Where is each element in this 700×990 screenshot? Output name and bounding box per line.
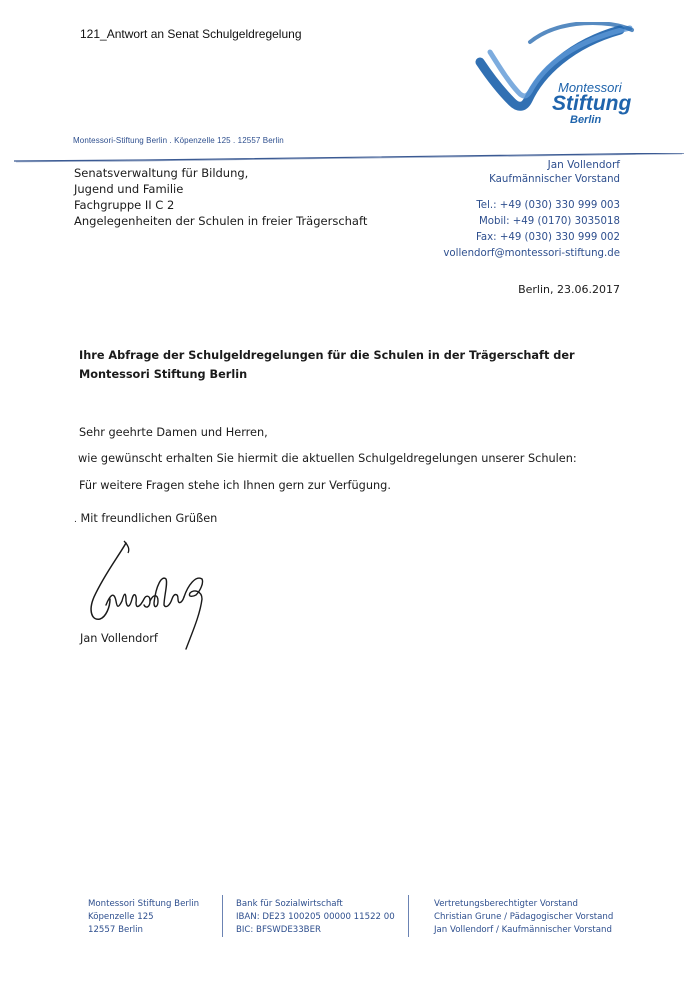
contact-block [443, 158, 620, 262]
recipient-line: Senatsverwaltung für Bildung, [74, 166, 249, 180]
footer-divider [408, 895, 409, 937]
footer-board [434, 898, 613, 937]
logo-text-montessori: Montessori [558, 80, 622, 95]
contact-tel: Tel.: +49 (030) 330 999 003 [476, 200, 620, 211]
footer-divider [222, 895, 223, 937]
footer-line: IBAN: DE23 100205 00000 11522 00 [236, 912, 395, 922]
recipient-line: Jugend und Familie [74, 182, 184, 196]
footer-line: BIC: BFSWDE33BER [236, 925, 321, 935]
logo-text-stiftung: Stiftung [552, 92, 632, 115]
contact-fax: Fax: +49 (030) 330 999 002 [475, 232, 620, 243]
sender-address-line: Montessori-Stiftung Berlin . Köpenzelle 125 . 12557 Berlin [73, 136, 284, 145]
montessori-logo [470, 22, 640, 132]
footer-line: Köpenzelle 125 [88, 912, 154, 922]
footer-line: Vertretungsberechtigter Vorstand [434, 899, 578, 909]
body-paragraph-2: Für weitere Fragen stehe ich Ihnen gern zur Verfügung. [79, 479, 391, 492]
contact-email: vollendorf@montessori-stiftung.de [443, 248, 620, 259]
contact-name: Jan Vollendorf [547, 159, 620, 171]
letter-date: Berlin, 23.06.2017 [518, 283, 620, 296]
contact-role: Kaufmännischer Vorstand [489, 174, 620, 185]
signer-name: Jan Vollendorf [80, 632, 158, 645]
recipient-line: Angelegenheiten der Schulen in freier Trägerschaft [74, 214, 368, 228]
logo-text-berlin: Berlin [570, 114, 602, 126]
document-label: 121_Antwort an Senat Schulgeldregelung [80, 27, 302, 41]
footer-address [88, 898, 199, 937]
footer-line: Jan Vollendorf / Kaufmännischer Vorstand [434, 925, 612, 935]
footer-line: Christian Grune / Pädagogischer Vorstand [434, 912, 614, 922]
closing: . Mit freundlichen Grüßen [74, 512, 218, 525]
recipient-line: Fachgruppe II C 2 [74, 198, 175, 212]
body-paragraph-1: wie gewünscht erhalten Sie hiermit die aktuellen Schulgeldregelungen unserer Schulen: [78, 452, 577, 465]
footer-line: Montessori Stiftung Berlin [88, 899, 200, 909]
recipient-address [74, 165, 367, 229]
letter-subject: Ihre Abfrage der Schulgeldregelungen für die Schulen in der Trägerschaft der Montessori Stiftung Berlin [79, 349, 575, 381]
footer-line: 12557 Berlin [88, 925, 144, 935]
footer-line: Bank für Sozialwirtschaft [236, 899, 343, 909]
salutation: Sehr geehrte Damen und Herren, [79, 426, 268, 439]
contact-mobile: Mobil: +49 (0170) 3035018 [478, 216, 620, 227]
footer-bank [236, 898, 395, 937]
closing-text: Mit freundlichen Grüßen [80, 512, 218, 525]
